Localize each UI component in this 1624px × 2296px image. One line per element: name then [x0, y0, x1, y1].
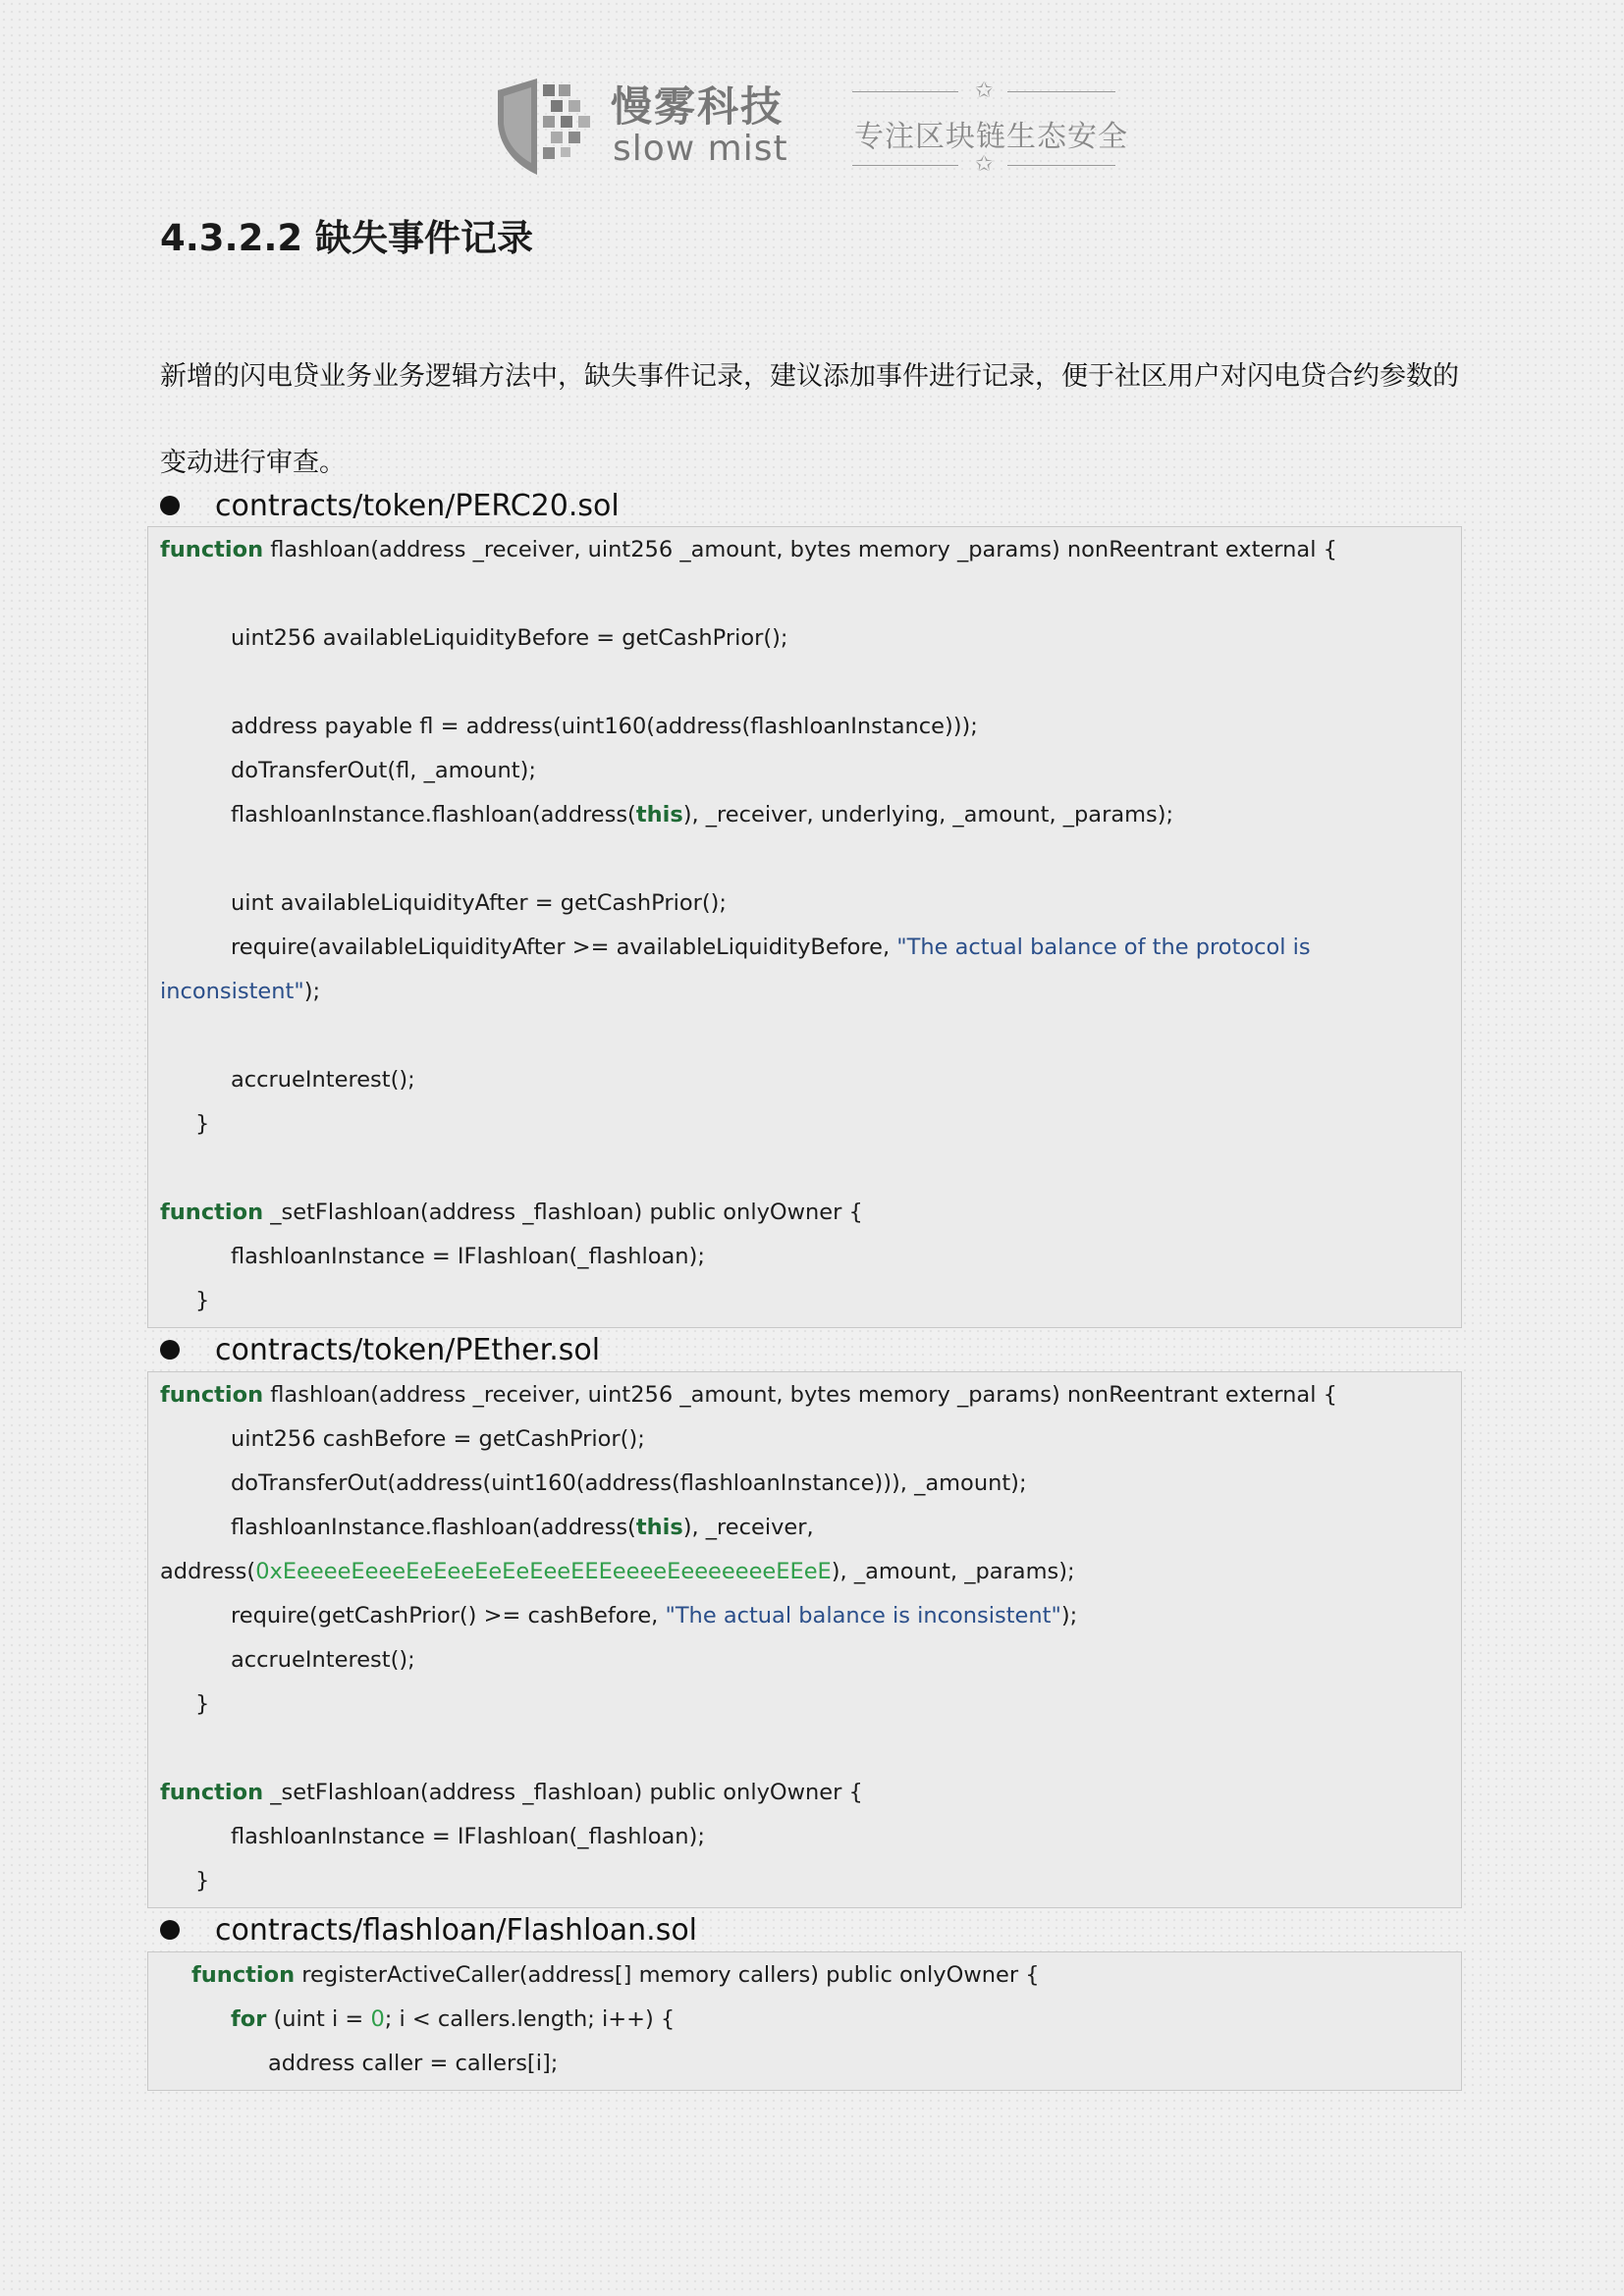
code-text: doTransferOut(address(uint160(address(flashloanInstance))), _amount);: [231, 1470, 1027, 1496]
bullet-icon: [160, 1920, 180, 1940]
code-line: [231, 800, 1173, 829]
code-string: "The actual balance of the protocol is: [896, 934, 1311, 960]
slogan-badge: [850, 79, 1128, 177]
code-text: flashloan(address _receiver, uint256 _amount, bytes memory _params) nonReentrant external {: [263, 537, 1337, 562]
file-path: contracts/token/PEther.sol: [215, 1333, 601, 1367]
code-line: [231, 1513, 814, 1542]
code-line: [160, 977, 320, 1006]
code-block: [147, 1951, 1462, 2091]
code-text: require(getCashPrior() >= cashBefore,: [231, 1603, 666, 1629]
code-text: accrueInterest();: [231, 1067, 415, 1093]
code-block: [147, 526, 1462, 1328]
code-text: }: [195, 1868, 210, 1894]
code-text: }: [195, 1288, 210, 1313]
code-literal: 0: [370, 2006, 385, 2032]
code-text: flashloan(address _receiver, uint256 _amount, bytes memory _params) nonReentrant external {: [263, 1382, 1337, 1408]
file-path-item: [160, 487, 620, 526]
code-text: _setFlashloan(address _flashloan) public onlyOwner {: [263, 1780, 863, 1805]
bullet-icon: [160, 496, 180, 515]
code-line: [231, 1242, 705, 1271]
code-text: flashloanInstance.flashloan(address(: [231, 802, 636, 828]
code-line: [160, 1198, 863, 1227]
code-string: inconsistent": [160, 979, 304, 1004]
code-keyword: for: [231, 2006, 267, 2032]
section-heading: 4.3.2.2 缺失事件记录: [160, 217, 534, 259]
code-line: [160, 1778, 863, 1807]
code-line: [195, 1109, 209, 1139]
code-keyword: this: [635, 1515, 683, 1540]
intro-paragraph: 新增的闪电贷业务业务逻辑方法中，缺失事件记录，建议添加事件进行记录，便于社区用户对闪电贷合约参数的变动进行审查。: [160, 361, 1459, 478]
brand-name-english: slow mist: [613, 129, 788, 169]
code-line: [231, 933, 1311, 962]
bullet-icon: [160, 1340, 180, 1360]
star-icon: ✩: [975, 79, 994, 103]
code-text: address(: [160, 1559, 256, 1584]
file-path-item: [160, 1331, 600, 1370]
code-keyword: function: [160, 537, 264, 562]
code-line: [231, 1424, 645, 1454]
code-line: [195, 1866, 209, 1896]
code-line: [231, 712, 978, 741]
code-line: [231, 756, 536, 785]
code-text: registerActiveCaller(address[] memory callers) public onlyOwner {: [295, 1962, 1040, 1988]
code-text: _setFlashloan(address _flashloan) public onlyOwner {: [263, 1200, 863, 1225]
slowmist-shield-logo-icon: [494, 77, 604, 179]
code-text: );: [1060, 1603, 1078, 1629]
code-keyword: function: [160, 1780, 264, 1805]
code-block: [147, 1371, 1462, 1908]
file-path: contracts/token/PERC20.sol: [215, 489, 620, 523]
code-line: [195, 1689, 209, 1719]
code-text: ), _receiver,: [682, 1515, 814, 1540]
code-line: [160, 1557, 1075, 1586]
code-line: [195, 1286, 209, 1315]
code-text: ), _amount, _params);: [831, 1559, 1075, 1584]
code-line: [231, 1822, 705, 1851]
code-text: flashloanInstance = IFlashloan(_flashloan);: [231, 1824, 705, 1849]
code-text: address payable fl = address(uint160(address(flashloanInstance)));: [231, 714, 978, 739]
code-keyword: this: [635, 802, 683, 828]
code-text: (uint i =: [266, 2006, 371, 2032]
code-line: [231, 623, 787, 653]
page-header: [0, 0, 1624, 187]
file-path-item: [160, 1911, 697, 1950]
code-line: [268, 2049, 558, 2078]
slogan-text: 专注区块链生态安全: [854, 120, 1128, 154]
code-line: [160, 1380, 1337, 1410]
code-text: uint256 cashBefore = getCashPrior();: [231, 1426, 645, 1452]
code-line: [231, 1601, 1077, 1630]
code-line: [231, 1065, 415, 1095]
code-text: flashloanInstance.flashloan(address(: [231, 1515, 636, 1540]
code-text: require(availableLiquidityAfter >= availableLiquidityBefore,: [231, 934, 897, 960]
brand-name-chinese: 慢雾科技: [611, 82, 785, 131]
code-line: [160, 535, 1337, 564]
code-text: }: [195, 1111, 210, 1137]
code-text: }: [195, 1691, 210, 1717]
code-text: address caller = callers[i];: [268, 2051, 559, 2076]
code-line: [191, 1960, 1040, 1990]
code-keyword: function: [160, 1382, 264, 1408]
code-line: [231, 888, 727, 918]
code-text: uint256 availableLiquidityBefore = getCashPrior();: [231, 625, 788, 651]
code-string: "The actual balance is inconsistent": [665, 1603, 1061, 1629]
code-keyword: function: [160, 1200, 264, 1225]
code-text: uint availableLiquidityAfter = getCashPrior();: [231, 890, 727, 916]
star-icon: ✩: [975, 152, 994, 177]
code-text: accrueInterest();: [231, 1647, 415, 1673]
code-literal: 0xEeeeeEeeeEeEeeEeEeEeeEEEeeeeEeeeeeeeEEeE: [255, 1559, 832, 1584]
code-text: ; i < callers.length; i++) {: [384, 2006, 676, 2032]
code-line: [231, 1645, 415, 1675]
file-path: contracts/flashloan/Flashloan.sol: [215, 1913, 698, 1948]
code-text: );: [303, 979, 321, 1004]
code-line: [231, 2004, 675, 2034]
code-line: [231, 1468, 1027, 1498]
code-text: flashloanInstance = IFlashloan(_flashloan);: [231, 1244, 705, 1269]
code-text: doTransferOut(fl, _amount);: [231, 758, 536, 783]
code-text: ), _receiver, underlying, _amount, _params);: [682, 802, 1174, 828]
code-keyword: function: [191, 1962, 296, 1988]
